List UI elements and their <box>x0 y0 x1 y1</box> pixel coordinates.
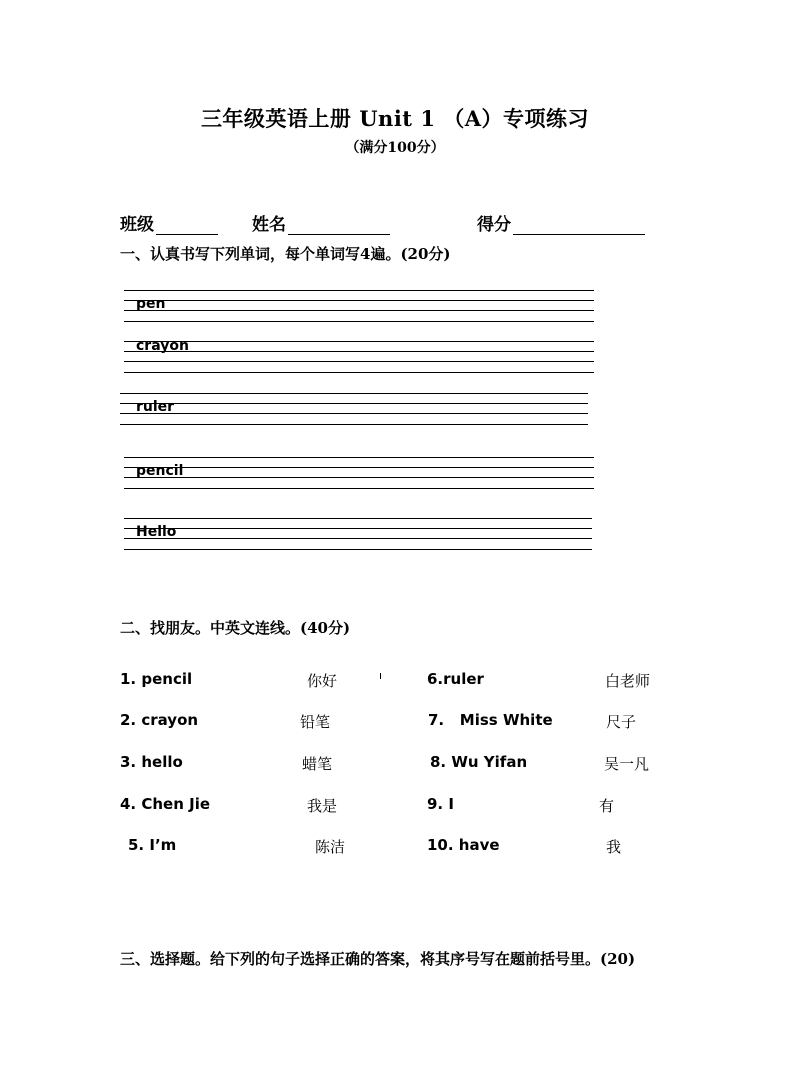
word-hello: Hello <box>136 524 177 540</box>
class-blank[interactable] <box>156 216 218 235</box>
score-label: 得分 <box>477 215 511 235</box>
section2-heading: 二、找朋友。中英文连线。(40分) <box>120 619 351 637</box>
class-label: 班级 <box>120 215 154 235</box>
match-left-word-4: 4. Chen Jie <box>120 795 211 813</box>
match-left-meaning-3: 蜡笔 <box>302 755 333 773</box>
match-right-word-6: 6.ruler <box>427 670 484 688</box>
name-label: 姓名 <box>252 215 286 235</box>
score-blank[interactable] <box>513 216 645 235</box>
class-field <box>120 210 218 235</box>
match-right-word-7: 7. Miss White <box>428 711 553 729</box>
page-title: 三年级英语上册 Unit 1 （A）专项练习 <box>200 106 590 131</box>
match-left-meaning-1: 你好 <box>307 672 338 690</box>
handwriting-lines-pencil[interactable] <box>124 457 594 489</box>
match-right-meaning-8: 吴一凡 <box>604 755 650 773</box>
handwriting-lines-crayon[interactable] <box>124 338 594 373</box>
handwriting-lines-hello[interactable] <box>124 518 592 550</box>
name-blank[interactable] <box>288 216 390 235</box>
match-left-word-5: 5. I’m <box>128 836 177 854</box>
match-right-meaning-6: 白老师 <box>605 672 651 690</box>
match-left-word-1: 1. pencil <box>120 670 193 688</box>
score-field <box>477 210 645 235</box>
word-crayon: crayon <box>136 338 189 354</box>
match-left-meaning-4: 我是 <box>307 797 338 815</box>
match-right-word-8: 8. Wu Yifan <box>430 753 528 771</box>
section1-heading: 一、认真书写下列单词，每个单词写4遍。(20分) <box>120 245 451 263</box>
match-right-word-9: 9. I <box>427 795 454 813</box>
section3-heading: 三、选择题。给下列的句子选择正确的答案，将其序号写在题前括号里。(20) <box>120 950 636 968</box>
match-right-meaning-7: 尺子 <box>606 713 637 731</box>
match-right-meaning-9: 有 <box>599 797 615 815</box>
match-right-meaning-10: 我 <box>606 838 622 856</box>
name-field <box>252 210 390 235</box>
handwriting-lines-ruler[interactable] <box>120 393 588 425</box>
match-left-word-2: 2. crayon <box>120 711 199 729</box>
match-right-word-10: 10. have <box>427 836 500 854</box>
match-left-word-3: 3. hello <box>120 753 183 771</box>
word-ruler: ruler <box>136 399 175 415</box>
stray-mark <box>380 673 381 679</box>
word-pen: pen <box>136 296 166 312</box>
full-score-note: （满分100分） <box>345 140 445 156</box>
match-left-meaning-2: 铅笔 <box>300 713 331 731</box>
match-left-meaning-5: 陈洁 <box>315 838 346 856</box>
word-pencil: pencil <box>136 463 184 479</box>
handwriting-lines-pen[interactable] <box>124 290 594 322</box>
